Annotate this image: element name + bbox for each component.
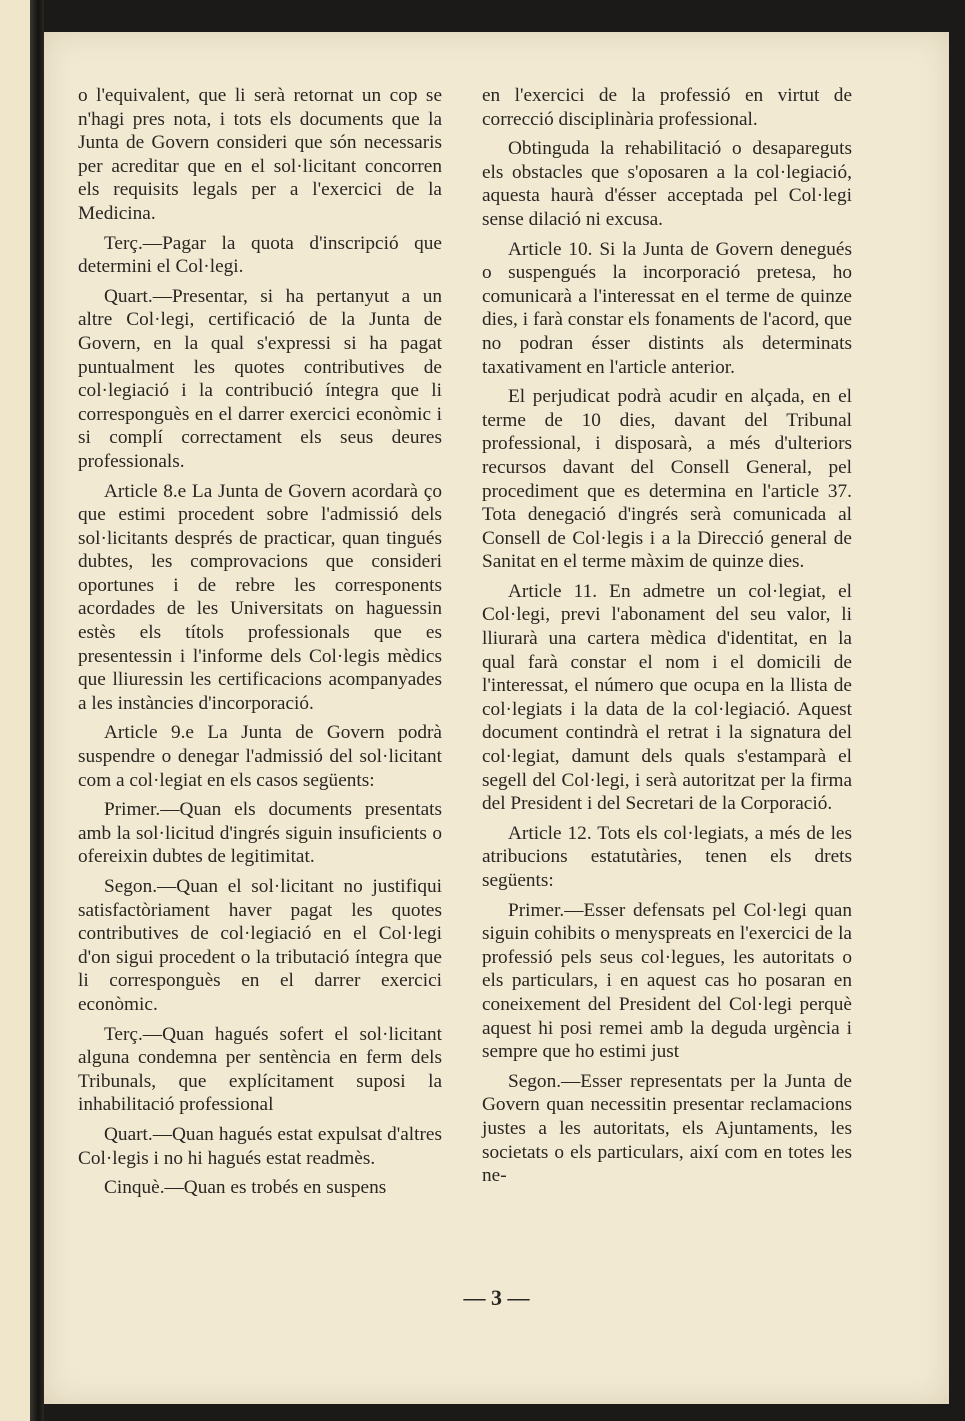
paragraph: Segon.—Esser representats per la Junta de Govern quan necessitin presentar reclamacions justes a les autoritats, els Ajuntaments, les societats o els particulars, així com en totes les ne-	[482, 1070, 852, 1187]
page-number: — 3 —	[463, 1285, 530, 1310]
paragraph: Terç.—Quan hagués sofert el sol·licitant alguna condemna per sentència en ferm dels Tribunals, que explícitament suposi la inhabilitació professional	[78, 1023, 442, 1116]
paragraph: Cinquè.—Quan es trobés en suspens	[104, 1177, 387, 1199]
facing-page-edge	[0, 0, 30, 1421]
paragraph: Quart.—Quan hagués estat expulsat d'altres Col·legis i no hi hagués estat readmès.	[78, 1123, 442, 1169]
paragraph: Primer.—Quan els documents presentats amb la sol·licitud d'ingrés siguin insuficients o ofereixin dubtes de legitimitat.	[78, 799, 442, 868]
paragraph: en l'exercici de la professió en virtut de correcció disciplinària professional.	[482, 85, 852, 130]
paragraph: Article 9.e La Junta de Govern podrà suspendre o denegar l'admissió del sol·licitant com a col·legiat en els casos següents:	[78, 722, 442, 791]
paragraph: Terç.—Pagar la quota d'inscripció que determini el Col·legi.	[78, 232, 442, 278]
paragraph: Quart.—Presentar, si ha pertanyut a un altre Col·legi, certificació de la Junta de Govern, en la qual s'expressi si ha pagat puntualment les quotes contributives de col·legiació i la contribució íntegra que li corresponguès en el darrer exercici econòmic i si complí correctament els seus deures professionals.	[78, 285, 442, 472]
paragraph: o l'equivalent, que li serà retornat un cop se n'hagi pres nota, i tots els documents que la Junta de Govern consideri que són necessaris per acreditar que en el sol·licitant concorren els requisits legals per a l'exercici de la Medicina.	[78, 85, 442, 224]
right-column	[482, 84, 852, 1194]
document-page	[44, 32, 949, 1404]
paragraph: El perjudicat podrà acudir en alçada, en el terme de 10 dies, davant del Tribunal professional, i disposarà, a més d'ulteriors recursos davant del Consell General, pel procediment que es determina en l'article 37. Tota denegació d'ingrés serà comunicada al Consell de Col·legis i a la Direcció general de Sanitat en el terme màxim de quinze dies.	[482, 386, 852, 573]
paragraph: Segon.—Quan el sol·licitant no justifiqui satisfactòriament haver pagat les quotes contributives de col·legiació en el Col·legi d'on sigui procedent o la tributació íntegra que li corresponguès en el darrer exercici econòmic.	[78, 876, 442, 1015]
paragraph: Primer.—Esser defensats pel Col·legi quan siguin cohibits o menyspreats en l'exercici de la professió pels seus col·legues, les autoritats o els particulars, i en aquest cas ho posaran en coneixement del President del Col·legi perquè aquest hi posi remei amb la deguda urgència i sempre que ho estimi just	[482, 899, 852, 1063]
paragraph: Article 10. Si la Junta de Govern denegués o suspengués la incorporació pretesa, ho comunicarà a l'interessat en el terme de quinze dies, i farà constar els fonaments de l'acord, que no podran ésser distints als determinats taxativament en l'article anterior.	[482, 238, 852, 378]
paragraph: Article 8.e La Junta de Govern acordarà ço que estimi procedent sobre l'admissió dels sol·licitants després de practicar, quan tingués dubtes, les comprovacions que consideri oportunes i de rebre les corresponents acordades de les Universitats on haguessin estès els títols professionals que es presentessin i l'informe dels Col·legis mèdics que lliuressin les certificacions acompanyades a les instàncies d'incorporació.	[78, 480, 442, 714]
book-gutter	[30, 0, 44, 1421]
paragraph: Article 12. Tots els col·legiats, a més de les atribucions estatutàries, tenen els drets següents:	[482, 822, 852, 891]
paragraph: Article 11. En admetre un col·legiat, el Col·legi, previ l'abonament del seu valor, li lliurarà una cartera mèdica d'identitat, en la qual farà constar el nom i el domicili de l'interessat, el número que ocupa en la llista de col·legiats i la data de la col·legiació. Aquest document contindrà el retrat i la signatura del col·legiat, damunt dels quals s'estamparà el segell del Col·legi, i serà autoritzat per la firma del President i del Secretari de la Corporació.	[482, 580, 852, 815]
paragraph: Obtinguda la rehabilitació o desapareguts els obstacles que s'oposaren a la col·legiació, aquesta haurà d'ésser acceptada pel Col·legi sense dilació ni excusa.	[482, 138, 852, 230]
left-column	[78, 84, 442, 1206]
